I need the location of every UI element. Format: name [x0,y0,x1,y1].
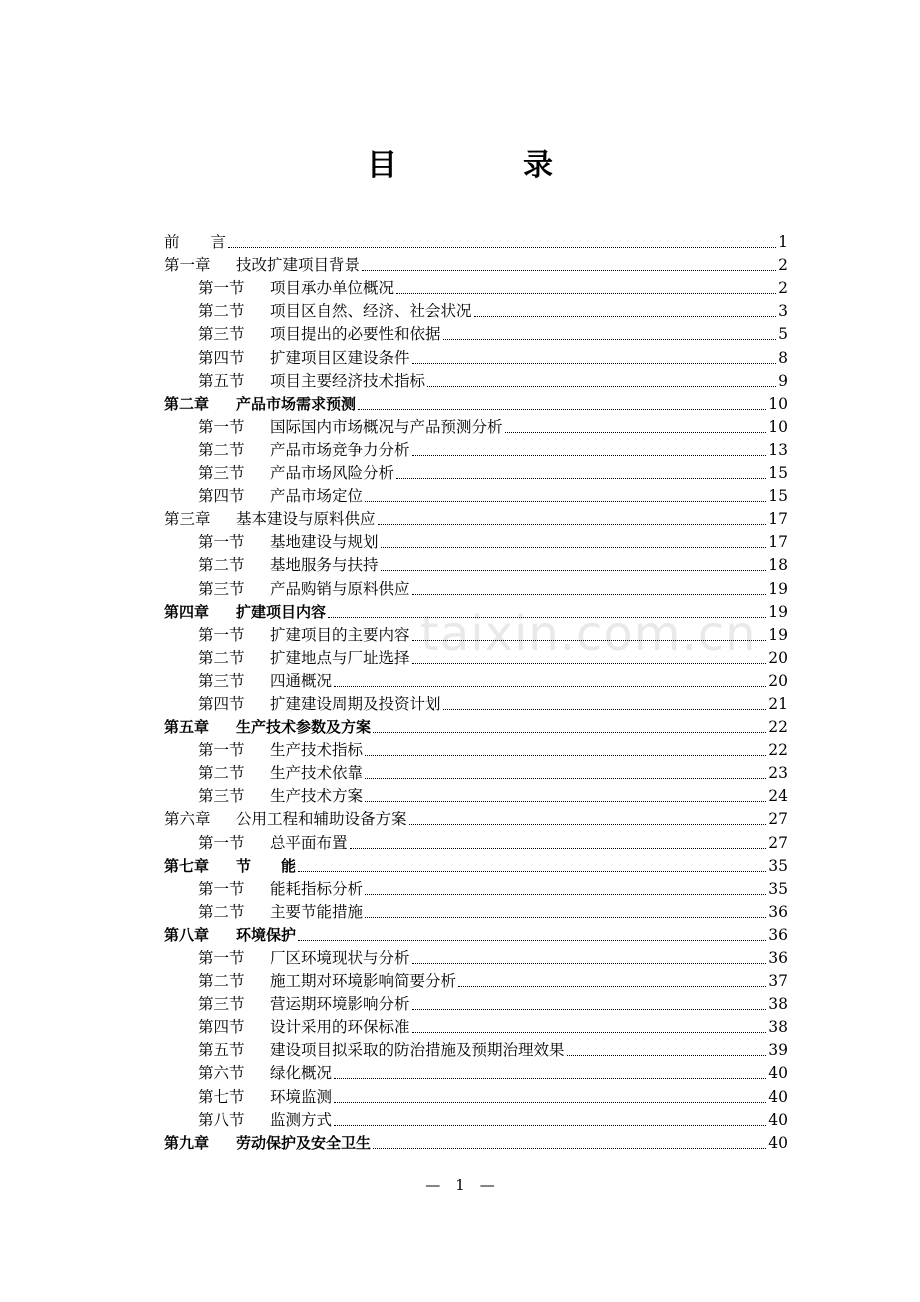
toc-entry-title: 施工期对环境影响简要分析 [270,972,457,991]
toc-leader-dots [409,823,767,825]
toc-entry-label [198,1040,565,1060]
toc-page-number: 19 [768,602,788,621]
toc-entry-title: 项目区自然、经济、社会状况 [270,302,472,321]
toc-leader-dots [298,939,766,941]
toc-entry-label [198,971,456,991]
toc-page-number: 36 [768,949,788,967]
toc-section-entry[interactable] [164,575,788,598]
toc-section-entry[interactable] [164,691,788,714]
toc-entry-number: 第六节 [198,1064,245,1083]
toc-entry-number: 第五节 [198,371,245,390]
toc-entry-number: 第四章 [164,602,210,621]
toc-page-number: 21 [768,694,788,713]
watermark: taixin.com.cn [420,606,757,662]
toc-leader-dots [412,639,767,641]
toc-leader-dots [334,685,766,687]
toc-page-number: 19 [768,579,788,598]
toc-page-number: 23 [768,764,788,783]
toc-page-number: 17 [768,533,788,552]
toc-entry-title: 监测方式 [270,1110,333,1129]
toc-section-entry[interactable] [164,968,788,991]
toc-entry-title: 环境监测 [270,1087,333,1106]
toc-entry-number: 第二章 [164,394,210,413]
toc-entry-label [198,301,472,321]
toc-entry-title: 扩建建设周期及投资计划 [270,694,441,713]
toc-section-entry[interactable] [164,414,788,437]
toc-leader-dots [334,1101,766,1103]
toc-page-number: 9 [778,371,788,390]
toc-leader-dots [228,246,776,248]
toc-entry-label [198,348,410,368]
toc-entry-title: 产品市场风险分析 [270,464,395,483]
toc-entry-label [198,417,503,437]
toc-entry-number: 第四节 [198,348,245,367]
toc-leader-dots [396,292,776,294]
toc-entry-label [198,994,410,1014]
toc-page-number: 10 [768,417,788,436]
toc-entry-title: 能耗指标分析 [270,879,364,898]
toc-leader-dots [412,362,777,364]
toc-chapter-entry[interactable] [164,922,788,945]
toc-page-number: 3 [778,302,788,321]
toc-entry-title: 扩建项目的主要内容 [270,625,410,644]
toc-entry-label [198,786,363,806]
toc-entry-label [164,232,226,252]
toc-chapter-entry[interactable] [164,229,788,252]
toc-entry-title: 厂区环境现状与分析 [270,949,410,967]
toc-page-number: 40 [768,1110,788,1129]
toc-entry-number: 第二节 [198,902,245,921]
toc-entry-title: 绿化概况 [270,1064,333,1083]
toc-page-number: 37 [768,972,788,991]
toc-chapter-entry[interactable] [164,1130,788,1153]
toc-entry-label [164,925,296,945]
toc-entry-number: 第一节 [198,741,245,760]
toc-entry-number: 第三节 [198,464,245,483]
toc-leader-dots [412,1008,767,1010]
toc-entry-title: 生产技术参数及方案 [236,718,372,737]
toc-section-entry[interactable] [164,829,788,852]
toc-chapter-entry[interactable] [164,853,788,876]
toc-page-number: 17 [768,510,788,529]
toc-entry-title: 产品市场需求预测 [236,394,357,413]
toc-leader-dots [362,269,776,271]
toc-section-entry[interactable] [164,783,788,806]
toc-entry-label [198,324,441,344]
toc-entry-number: 第八章 [164,925,210,944]
toc-leader-dots [396,477,766,479]
toc-leader-dots [412,1031,767,1033]
toc-leader-dots [328,616,766,618]
toc-leader-dots [373,1147,766,1149]
toc-entry-label [198,1087,332,1107]
toc-chapter-entry[interactable] [164,506,788,529]
toc-entry-title: 项目主要经济技术指标 [270,371,426,390]
toc-chapter-entry[interactable] [164,391,788,414]
toc-leader-dots [365,777,766,779]
toc-entry-label [198,278,394,298]
toc-section-entry[interactable] [164,899,788,922]
toc-entry-title: 生产技术指标 [270,741,364,760]
toc-entry-number: 第四节 [198,487,245,506]
toc-page-number: 27 [768,810,788,829]
toc-page-number: 22 [768,718,788,737]
toc-entry-label [198,833,348,853]
toc-entry-number: 第三节 [198,325,245,344]
toc-entry-title: 建设项目拟采取的防治措施及预期治理效果 [270,1041,565,1060]
toc-chapter-entry[interactable] [164,252,788,275]
toc-leader-dots [334,1124,766,1126]
toc-entry-label [164,717,371,737]
toc-page-number: 13 [768,440,788,459]
toc-entry-label [164,509,376,529]
page-number-footer: — 1 — [425,1176,495,1194]
toc-entry-number: 第四节 [198,694,245,713]
toc-leader-dots [427,385,776,387]
toc-entry-number: 第四节 [198,1018,245,1037]
toc-section-entry[interactable] [164,298,788,321]
toc-page-number: 22 [768,741,788,760]
toc-entry-number: 第二节 [198,972,245,991]
toc-section-entry[interactable] [164,1107,788,1130]
toc-entry-number: 第三节 [198,671,245,690]
toc-entry-number: 第七节 [198,1087,245,1106]
toc-section-entry[interactable] [164,668,788,691]
toc-entry-number: 第二节 [198,648,245,667]
toc-entry-title: 节 能 [236,856,297,875]
toc-leader-dots [412,962,767,964]
toc-chapter-entry[interactable] [164,806,788,829]
toc-section-entry[interactable] [164,321,788,344]
toc-entry-title: 劳动保护及安全卫生 [236,1133,372,1152]
toc-leader-dots [365,893,766,895]
toc-section-entry[interactable] [164,945,788,968]
toc-leader-dots [381,569,767,571]
toc-leader-dots [365,754,766,756]
toc-leader-dots [458,985,766,987]
toc-page-number: 5 [778,325,788,344]
toc-section-entry[interactable] [164,645,788,668]
toc-page-number: 1 [778,233,788,252]
toc-page-number: 39 [768,1041,788,1060]
toc-entry-title: 设计采用的环保标准 [270,1018,410,1037]
toc-page-number: 19 [768,625,788,644]
toc-section-entry[interactable] [164,460,788,483]
toc-entry-title: 营运期环境影响分析 [270,995,410,1014]
toc-entry-number: 第一章 [164,256,211,275]
toc-leader-dots [474,315,777,317]
toc-page-number: 38 [768,1018,788,1037]
toc-entry-label [198,671,332,691]
toc-section-entry[interactable] [164,760,788,783]
toc-section-entry[interactable] [164,991,788,1014]
toc-section-entry[interactable] [164,552,788,575]
toc-entry-label [198,648,410,668]
toc-entry-number: 第一节 [198,833,245,852]
toc-entry-title: 基地建设与规划 [270,533,379,552]
toc-section-entry[interactable] [164,1060,788,1083]
toc-entry-title: 扩建项目区建设条件 [270,348,410,367]
toc-entry-title: 环境保护 [236,925,297,944]
toc-entry-number: 第七章 [164,856,210,875]
toc-section-entry[interactable] [164,344,788,367]
toc-entry-label [198,948,410,968]
toc-entry-label [198,555,379,575]
toc-entry-title: 项目提出的必要性和依据 [270,325,441,344]
toc-entry-number: 第三节 [198,579,245,598]
toc-entry-number: 第一节 [198,279,245,298]
toc-entry-number: 第一节 [198,879,245,898]
toc-section-entry[interactable] [164,368,788,391]
toc-leader-dots [443,338,777,340]
toc-entry-label [164,1133,371,1153]
toc-entry-label [198,902,363,922]
toc-page-number: 18 [768,556,788,575]
toc-leader-dots [373,731,766,733]
toc-leader-dots [378,523,767,525]
toc-entry-label [198,694,441,714]
toc-entry-number: 第二节 [198,440,245,459]
toc-leader-dots [381,546,767,548]
toc-page-number: 24 [768,787,788,806]
toc-page-number: 36 [768,902,788,921]
toc-page-number: 36 [768,925,788,944]
toc-section-entry[interactable] [164,737,788,760]
toc-entry-label [198,740,363,760]
toc-entry-number: 第一节 [198,625,245,644]
toc-section-entry[interactable] [164,437,788,460]
toc-entry-title: 产品购销与原料供应 [270,579,410,598]
toc-entry-number: 第三节 [198,995,245,1014]
toc-leader-dots [334,1077,766,1079]
toc-entry-label [164,856,296,876]
toc-entry-title: 四通概况 [270,671,333,690]
toc-entry-number: 第二节 [198,302,245,321]
toc-leader-dots [443,708,767,710]
toc-leader-dots [365,916,766,918]
toc-entry-number: 第一节 [198,949,245,967]
toc-entry-number: 第一节 [198,417,245,436]
toc-entry-label [198,440,410,460]
toc-page-number: 40 [768,1133,788,1152]
toc-entry-title: 扩建地点与厂址选择 [270,648,410,667]
toc-leader-dots [412,593,767,595]
toc-entry-label [198,763,363,783]
toc-section-entry[interactable] [164,1037,788,1060]
toc-page-number: 40 [768,1087,788,1106]
toc-entry-label [198,625,410,645]
toc-entry-label [164,809,407,829]
toc-entry-number: 第二节 [198,764,245,783]
toc-leader-dots [350,847,767,849]
toc-entry-title: 国际国内市场概况与产品预测分析 [270,417,503,436]
page-title: 目 录 [367,148,601,183]
toc-entry-label [198,1017,410,1037]
toc-entry-title: 基地服务与扶持 [270,556,379,575]
toc-page-number: 35 [768,879,788,898]
toc-section-entry[interactable] [164,1083,788,1106]
toc-leader-dots [412,662,767,664]
toc-page-number: 20 [768,671,788,690]
toc-entry-title: 项目承办单位概况 [270,279,395,298]
toc-entry-number: 第八节 [198,1110,245,1129]
toc-section-entry[interactable] [164,622,788,645]
toc-section-entry[interactable] [164,483,788,506]
table-of-contents [164,229,788,1153]
toc-page-number: 2 [778,256,788,275]
toc-entry-number: 第六章 [164,810,211,829]
toc-page-number: 10 [768,394,788,413]
toc-entry-title: 生产技术方案 [270,787,364,806]
toc-section-entry[interactable] [164,529,788,552]
toc-entry-title: 主要节能措施 [270,902,364,921]
toc-page-number: 15 [768,487,788,506]
toc-entry-title: 扩建项目内容 [236,602,327,621]
toc-entry-label [198,1110,332,1130]
toc-entry-label [198,371,425,391]
toc-leader-dots [412,454,767,456]
toc-entry-label [198,579,410,599]
toc-entry-number: 第五节 [198,1041,245,1060]
toc-leader-dots [365,500,766,502]
toc-page-number: 8 [778,348,788,367]
toc-entry-title: 技改扩建项目背景 [236,256,361,275]
toc-page-number: 15 [768,464,788,483]
toc-page-number: 38 [768,995,788,1014]
toc-page-number: 40 [768,1064,788,1083]
toc-entry-label [164,602,326,622]
toc-entry-label [198,486,363,506]
toc-page-number: 2 [778,279,788,298]
toc-leader-dots [358,408,766,410]
toc-page-number: 20 [768,648,788,667]
toc-entry-title: 生产技术依靠 [270,764,364,783]
toc-section-entry[interactable] [164,1014,788,1037]
toc-entry-number: 第五章 [164,718,210,737]
toc-section-entry[interactable] [164,275,788,298]
toc-page-number: 27 [768,833,788,852]
toc-entry-label [198,463,394,483]
toc-entry-title: 产品市场定位 [270,487,364,506]
toc-entry-label [164,255,360,275]
toc-entry-label [198,1063,332,1083]
toc-entry-title: 基本建设与原料供应 [236,510,376,529]
toc-entry-title: 产品市场竞争力分析 [270,440,410,459]
toc-section-entry[interactable] [164,876,788,899]
toc-chapter-entry[interactable] [164,599,788,622]
toc-leader-dots [567,1054,767,1056]
toc-entry-number: 前 言 [164,233,227,252]
toc-entry-label [164,394,356,414]
toc-leader-dots [365,800,766,802]
toc-entry-label [198,879,363,899]
toc-entry-number: 第三章 [164,510,211,529]
toc-page-number: 35 [768,856,788,875]
toc-leader-dots [298,870,766,872]
toc-entry-number: 第三节 [198,787,245,806]
toc-chapter-entry[interactable] [164,714,788,737]
toc-entry-number: 第一节 [198,533,245,552]
toc-leader-dots [505,431,767,433]
toc-entry-number: 第九章 [164,1133,210,1152]
toc-entry-label [198,532,379,552]
toc-entry-title: 总平面布置 [270,833,348,852]
toc-entry-title: 公用工程和辅助设备方案 [236,810,407,829]
toc-entry-number: 第二节 [198,556,245,575]
